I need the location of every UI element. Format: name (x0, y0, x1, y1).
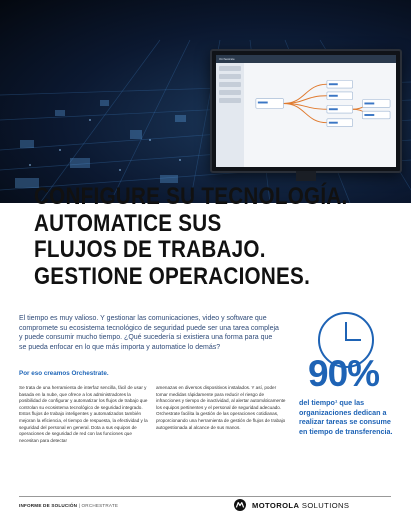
headline-line: CONFIGURE SU TECNOLOGÍA. (34, 183, 348, 210)
hero-image (0, 0, 411, 203)
workflow-canvas (246, 65, 394, 165)
app-sidebar (216, 63, 244, 167)
monitor-stand (296, 171, 316, 181)
sidebar-row (219, 66, 241, 71)
body-column-2: amenazas en diversos dispositivos instalados. Y así, poder tomar medidas rápidamente para reducir el riesgo de infracciones y tiempo de inactividad, al alertar automáticamente los equipos pertinentes y el personal de seguridad adecuado. Orchestrate facilita la gestión de las operaciones cotidianas, proporcionando una herramienta de gestión de flujos de trabajo autogestionada al alcance de sus manos. (156, 385, 286, 430)
footer-doc-label (19, 503, 118, 508)
headline-line: FLUJOS DE TRABAJO. (34, 236, 266, 263)
stat-value: 90% (308, 353, 380, 394)
headline-line: GESTIONE OPERACIONES. (34, 262, 311, 290)
brand-wordmark (252, 501, 349, 510)
headline (34, 184, 352, 290)
headline-line: AUTOMATICE SUS (34, 209, 222, 237)
app-title: Orchestrate (219, 57, 235, 61)
app-screenshot (216, 55, 396, 167)
motorola-batwing-logo (234, 499, 246, 511)
brand-light: SOLUTIONS (301, 501, 350, 510)
doc-type: INFORME DE SOLUCIÓN (19, 503, 78, 508)
sidebar-row (219, 74, 241, 79)
batwing-icon (234, 499, 246, 511)
footer-divider (19, 496, 391, 497)
workflow-diagram (246, 65, 394, 165)
sidebar-row (219, 82, 241, 87)
body-column-1: Se trata de una herramienta de interfaz sencilla, fácil de usar y basada en la nube, que ofrece a los administradores la posibilidad de configurar y automatizar los flujos de trabajo que controlan su ecosistema tecnológico de seguridad integrado. Estos flujos de trabajo inteligentes y automatizados también mejoran la eficiencia, el tiempo de respuesta, la efectividad y la seguridad del personal en general. Dota a sus equipos de operaciones de seguridad de red con las funciones que necesitan para detectar (19, 385, 148, 443)
brand-bold: MOTOROLA (252, 501, 300, 510)
app-titlebar (216, 55, 396, 63)
stat-description: del tiempo¹ que las organizaciones dedican a realizar tareas se consume en tiempo de transferencia. (299, 398, 393, 436)
product-name: ORCHESTRATE (81, 503, 119, 508)
section-heading: Por eso creamos Orchestrate. (19, 370, 109, 377)
clock-hand-minute (345, 339, 361, 341)
footer-separator: | (77, 503, 82, 508)
sidebar-row (219, 90, 241, 95)
sidebar-row (219, 98, 241, 103)
intro-paragraph: El tiempo es muy valioso. Y gestionar las comunicaciones, video y software que compromete su ecosistema tecnológico de seguridad puede ser una tarea compleja y puede consumir mucho tiempo. ¿Qué sucedería si existiera una forma para que se pueda enfocar en lo que más importa y automatice lo demás? (19, 315, 279, 351)
monitor (210, 49, 402, 173)
